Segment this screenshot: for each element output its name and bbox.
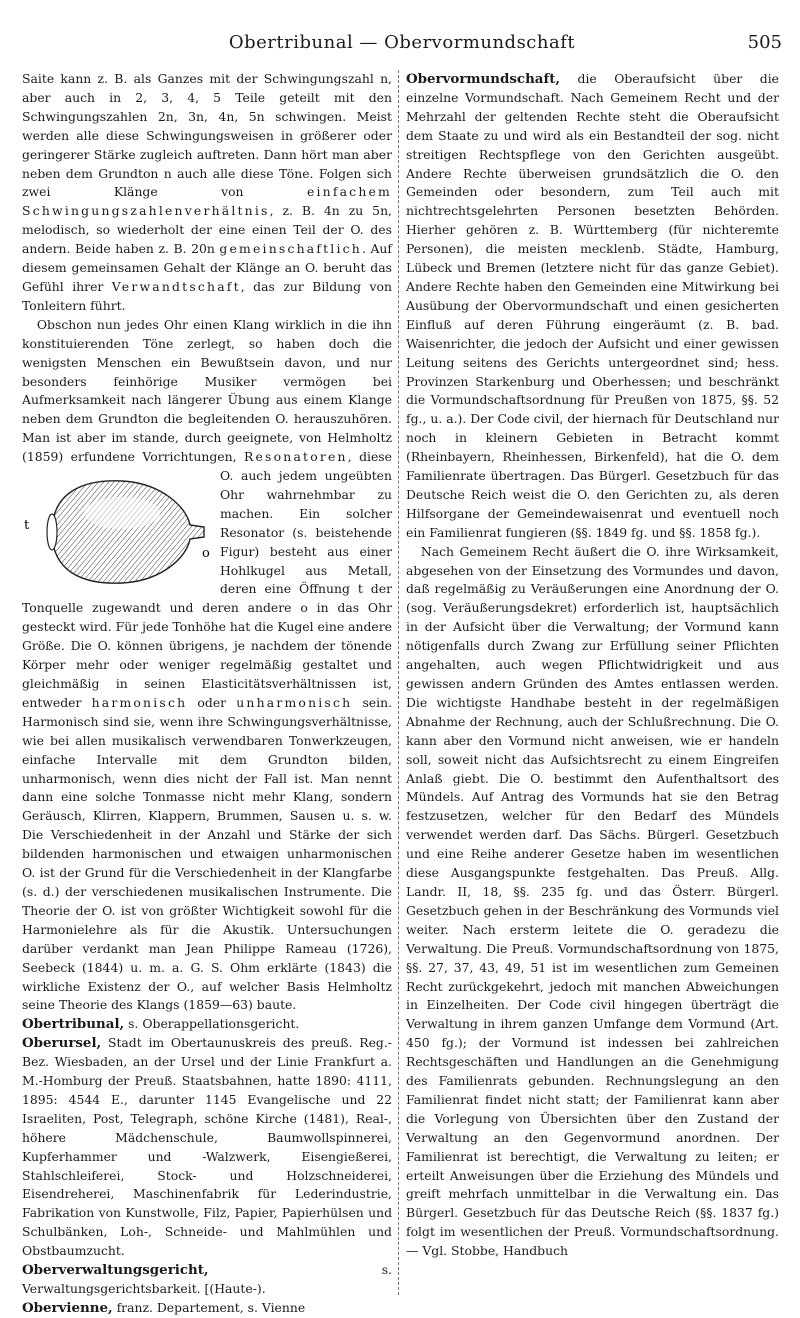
headword: Oberursel, <box>22 1035 102 1052</box>
text-run: , diese O. auch jedem ungeübten Ohr wahrnehmbar zu machen. Ein solcher Resonator (s. beistehende Figur) besteht aus einer Hohlkugel aus Metall, deren eine Öffnung t der Tonquelle zugewandt und deren andere o in das Ohr gesteckt wird. Für jede Tonhöhe hat die Kugel eine andere Größe. Die O. können übrigens, je nachdem der tönende Körper mehr oder weniger regelmäßig gestaltet und gleichmäßig in seinen Elasticitätsverhältnissen ist, entweder <box>22 449 392 710</box>
left-column <box>22 70 393 1316</box>
entry-text: s. Oberappellationsgericht. <box>124 1016 300 1032</box>
label-t: t <box>24 518 30 534</box>
resonator-illustration <box>22 473 212 591</box>
entry-text: die Oberaufsicht über die einzelne Vormundschaft. Nach Gemeinem Recht und der Mehrzahl der geltenden Rechte steht die Oberaufsicht dem Staate zu und wird als ein Bestandteil der sog. nicht streitigen Rechtspflege von den Gerichten ausgeübt. Andere Rechte überweisen grundsätzlich die O. den Gemeinden oder besondern, zum Teil auch mit nichtrechtsgelehrten Personen besetzten Behörden. Hierher gehören z. B. Württemberg (für nichteremte Personen), die meisten mecklenb. Städte, Hamburg, Lübeck und Bremen (letztere nicht für das ganze Gebiet). Andere Rechte haben den Gemeinden eine Mitwirkung bei Ausübung der Obervormundschaft und einen gesicherten Einfluß auf deren Führung eingeräumt (z. B. bad. Waisenrichter, die jedoch der Aufsicht und einer gewissen Leitung seitens des Gerichts untergeordnet sind; hess. Provinzen Starkenburg und Oberhessen; und beschränkt die Vormundschaftsordnung für Preußen von 1875, §§. 52 fg., u. a.). Der Code civil, der hiernach für Deutschland nur noch in kleinern Gebieten in Betracht kommt (Rheinbayern, Rheinhessen, Birkenfeld), hat die O. dem Familienrate übertragen. Das Bürgerl. Gesetzbuch für das Deutsche Reich weist die O. den Gerichten zu, als deren Hilfsorgane der Gemeindewaisenrat und eventuell noch ein Familienrat fungieren (§§. 1849 fg. und §§. 1858 fg.). <box>406 71 779 540</box>
headword: Oberverwaltungsgericht, <box>22 1262 209 1279</box>
headword: Obertribunal, <box>22 1016 125 1033</box>
emphasis: gemeinschaftlich <box>219 241 362 257</box>
paragraph <box>22 70 392 316</box>
entry-text: Stadt im Obertaunuskreis des preuß. Reg.-Bez. Wiesbaden, an der Ursel und der Linie Frankfurt a. M.-Homburg der Preuß. Staatsbahnen, hatte 1890: 4111, 1895: 4544 E., darunter 1145 Evangelische und 22 Israeliten, Post, Telegraph, schöne Kirche (1481), Real-, höhere Mädchenschule, Baumwollspinnerei, Kupferhammer und -Walzwerk, Eisengießerei, Stahlschleiferei, Stock- und Holzschneiderei, Eisendreherei, Maschinenfabrik für Lederindustrie, Fabrikation von Kunstwolle, Filz, Papier, Papierhülsen und Schulbänken, Loh-, Schneide- und Mahlmühlen und Obstbaumzucht. <box>22 1035 392 1259</box>
emphasis: Resonatoren <box>243 449 348 465</box>
emphasis: harmonisch <box>91 694 188 710</box>
entry-obertribunal <box>22 1015 392 1034</box>
entry-oberverwaltungsgericht <box>22 1261 392 1299</box>
text-run: Saite kann z. B. als Ganzes mit der Schwingungszahl n, aber auch in 2, 3, 4, 5 Teile geteilt mit den Schwingungszahlen 2n, 3n, 4n, 5n schwingen. Meist werden alle diese Schwingungsweisen in größerer oder geringerer Stärke zugleich auftreten. Dann hört man aber neben dem Grundton n auch alle diese Töne. Folgen sich zwei Klänge von <box>22 71 392 200</box>
entry-obervienne <box>22 1299 392 1318</box>
text-run: . Auf diesem gemeinsamen Gehalt der Klänge an O. beruht das Gefühl ihrer <box>22 241 392 294</box>
column-divider <box>398 70 399 1295</box>
entry-text: s. Verwaltungsgerichtsbarkeit. [(Haute-). <box>22 1262 392 1296</box>
emphasis: Verwandtschaft <box>111 278 241 294</box>
emphasis: einfachem Schwingungszahlenverhältnis <box>22 184 392 219</box>
text-run: , das zur Bildung von Tonleitern führt. <box>22 278 392 313</box>
entry-obervormundschaft <box>406 70 779 543</box>
emphasis: unharmonisch <box>236 694 353 710</box>
resonator-figure <box>22 473 212 591</box>
running-title: Obertribunal — Obervormundschaft <box>228 32 576 53</box>
page-number: 505 <box>747 32 782 53</box>
label-o: o <box>202 546 210 562</box>
page-header <box>22 28 782 58</box>
headword: Obervienne, <box>22 1299 113 1316</box>
entry-oberursel <box>22 1034 392 1261</box>
entry-text: franz. Departement, s. Vienne <box>112 1299 306 1315</box>
text-run: sein. Harmonisch sind sie, wenn ihre Schwingungsverhältnisse, wie bei allen musikalisch verwendbaren Tonwerkzeugen, einfache Intervalle mit dem Grundton bilden, unharmonisch, wenn dies nicht der Fall ist. Man nennt dann eine solche Tonmasse nicht mehr Klang, sondern Geräusch, Klirren, Klappern, Brummen, Sausen u. s. w. Die Verschiedenheit in der Anzahl und Stärke der sich bildenden harmonischen und etwaigen unharmonischen O. ist der Grund für die Verschiedenheit in der Klangfarbe (s. d.) der verschiedenen musikalischen Instrumente. Die Theorie der O. ist von größter Wichtigkeit sowohl für die Harmonielehre als für die Akustik. Untersuchungen darüber verdankt man Jean Philippe Rameau (1726), Seebeck (1844) u. m. a. G. S. Ohm erklärte (1843) die wirkliche Existenz der O., auf welcher Basis Helmholtz seine Theorie des Klangs (1859—63) baute. <box>22 694 393 1013</box>
right-column <box>406 70 779 1298</box>
text-run: oder <box>187 694 237 710</box>
headword: Obervormundschaft, <box>406 71 561 87</box>
paragraph: Nach Gemeinem Recht äußert die O. ihre Wirksamkeit, abgesehen von der Einsetzung des Vormundes und davon, daß regelmäßig zu Veräußerungen eine Anordnung der O. (sog. Veräußerungsdekret) erforderlich ist, hauptsächlich in der Aufsicht über die Verwaltung; der Vormund kann nötigenfalls durch Zwang zur Erfüllung seiner Pflichten angehalten, auch wegen Pflichtwidrigkeit und aus gewissen andern Gründen des Amtes entlassen werden. Die wichtigste Handhabe besteht in der regelmäßigen Abnahme der Rechnung, auch der Schlußrechnung. Die O. kann aber den Vormund nicht anweisen, wie er handeln soll, soweit nicht das Aufsichtsrecht zu einem Eingreifen Anlaß giebt. Die O. bestimmt den Aufenthaltsort des Mündels. Auf Antrag des Vormunds hat sie den Betrag festzusetzen, welcher für den Bedarf des Mündels verwendet werden darf. Das Sächs. Bürgerl. Gesetzbuch und eine Reihe anderer Gesetze haben im wesentlichen diese Ausgangspunkte festgehalten. Das Preuß. Allg. Landr. II, 18, §§. 235 fg. und das Österr. Bürgerl. Gesetzbuch gehen in der Beschränkung des Vormunds viel weiter. Nach ersterm leitete die O. geradezu die Verwaltung. Die Preuß. Vormundschaftsordnung von 1875, §§. 27, 37, 43, 49, 51 ist im wesentlichen zum Gemeinen Recht zurückgekehrt, jedoch mit manchen Abweichungen in Einzelheiten. Der Code civil hingegen überträgt die Verwaltung in ihrem ganzen Umfange dem Vormund (Art. 450 fg.); der Vormund ist indessen bei zahlreichen Rechtsgeschäften und Handlungen an die Genehmigung des Familienrats gebunden. Rechnungslegung an den Familienrat findet nicht statt; der Familienrat kann aber die Vorlegung von Übersichten über den Zustand der Verwaltung an den Gegenvormund anordnen. Der Familienrat ist berechtigt, die Verwaltung zu leiten; er erteilt Anweisungen über die Erziehung des Mündels und greift mehrfach unmittelbar in die Verwaltung ein. Das Bürgerl. Gesetzbuch für das Deutsche Reich (§§. 1837 fg.) folgt im wesentlichen der Preuß. Vormundschaftsordnung. — Vgl. Stobbe, Handbuch <box>406 543 779 1259</box>
text-run: , z. B. 4n zu 5n, melodisch, so wiederholt der eine einen Teil der O. des andern. Beide haben z. B. 20n <box>22 203 392 257</box>
paragraph <box>22 316 392 1016</box>
text-run: Obschon nun jedes Ohr einen Klang wirklich in die ihn konstituierenden Töne zerlegt, so haben doch die wenigsten Menschen ein Bewußtsein davon, und nur besonders feinhörige Musiker vermögen bei Aufmerksamkeit nach längerer Übung aus einem Klange neben dem Grundton die begleitenden O. herauszuhören. Man ist aber im stande, durch geeignete, von Helmholtz (1859) erfundene Vorrichtungen, <box>22 316 392 465</box>
